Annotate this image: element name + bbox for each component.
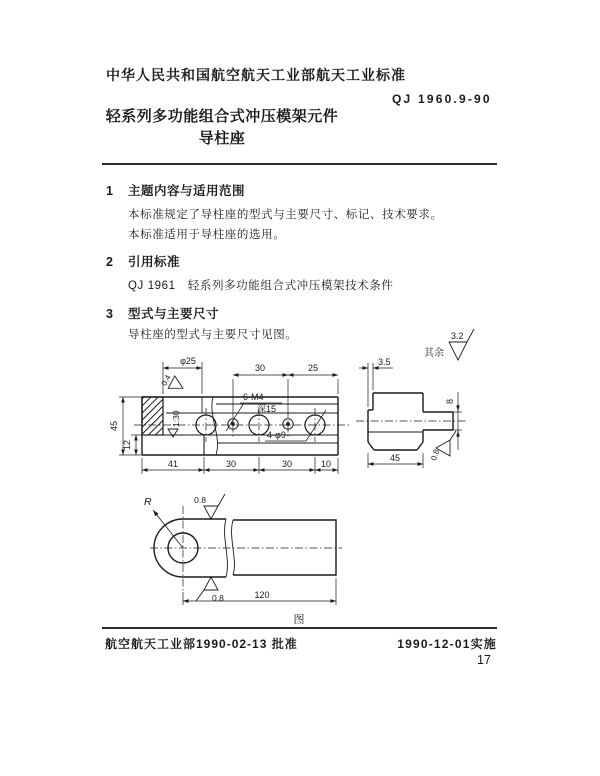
dim-30b: 30	[281, 459, 293, 469]
dim-30a: 30	[225, 459, 237, 469]
roughness-symbol-icon	[449, 342, 467, 360]
title-line1: 轻系列多功能组合式冲压模架元件	[105, 108, 339, 125]
section-3-paragraph-1: 导柱座的型式与主要尺寸见图。	[128, 329, 298, 341]
roughness-top-0-8: 0.8	[194, 495, 206, 505]
title-line2: 导柱座	[198, 130, 246, 147]
radius-label: R	[144, 496, 152, 508]
general-roughness-note	[424, 329, 474, 360]
dim-top-30: 30	[254, 363, 266, 373]
section-1-paragraph-1: 本标准规定了导柱座的型式与主要尺寸、标记、技术要求。	[128, 209, 443, 221]
label-4-phi9: 4-φ9	[267, 430, 286, 440]
top-annotations	[144, 494, 336, 605]
dim-side-45: 45	[389, 453, 401, 463]
dim-3-5: 3.5	[378, 357, 391, 367]
footer-divider	[102, 627, 497, 629]
break-line	[212, 397, 218, 455]
top-view	[144, 494, 342, 605]
dim-height-45: 45	[109, 420, 119, 432]
label-depth-15: 深15	[257, 404, 277, 414]
general-roughness-prefix: 其余	[424, 348, 444, 359]
approval-note: 航空航天工业部1990-02-13 批准	[105, 637, 298, 651]
taper-symbol-icon	[168, 429, 178, 437]
page-number: 17	[477, 653, 491, 667]
section-2-paragraph-1: QJ 1961 轻系列多功能组合式冲压模架技术条件	[128, 280, 394, 292]
dim-120: 120	[254, 590, 270, 600]
dim-step-12: 12	[122, 439, 132, 451]
general-roughness-value: 3.2	[451, 331, 464, 341]
bore-roughness-symbol	[159, 371, 186, 394]
dim-top-25: 25	[307, 363, 319, 373]
roughness-0-4: 0.4	[159, 373, 173, 388]
figure-caption: 图	[293, 614, 305, 626]
section-2-number: 2	[106, 255, 114, 269]
dim-10: 10	[320, 459, 332, 469]
implementation-note: 1990-12-01实施	[397, 637, 497, 651]
taper-label: 1:30	[171, 410, 181, 427]
dim-phi25: φ25	[180, 356, 196, 366]
front-view	[109, 356, 350, 474]
side-outline	[368, 393, 453, 450]
technical-drawing	[95, 325, 515, 635]
label-6-M4: 6-M4	[243, 392, 264, 402]
section-3-number: 3	[106, 307, 114, 321]
dim-41: 41	[167, 459, 179, 469]
document-title	[104, 106, 340, 150]
section-2-heading: 2 引用标准	[106, 255, 181, 269]
roughness-side-0-8: 0.8	[429, 448, 442, 462]
org-line: 中华人民共和国航空航天工业部航天工业标准	[106, 67, 406, 83]
side-view	[356, 357, 468, 468]
section-1-heading: 1 主题内容与适用范围	[106, 184, 246, 198]
taper-bore-section	[142, 397, 163, 435]
standard-number: QJ 1960.9-90	[392, 92, 492, 106]
section-1-paragraph-2: 本标准适用于导柱座的选用。	[128, 229, 286, 241]
section-3-heading: 3 型式与主要尺寸	[106, 307, 220, 321]
roughness-bottom-0-8: 0.8	[212, 593, 224, 603]
side-roughness-symbol	[429, 431, 456, 462]
header-divider	[102, 163, 497, 165]
dim-8: 8	[445, 398, 455, 404]
section-1-number: 1	[106, 184, 114, 198]
